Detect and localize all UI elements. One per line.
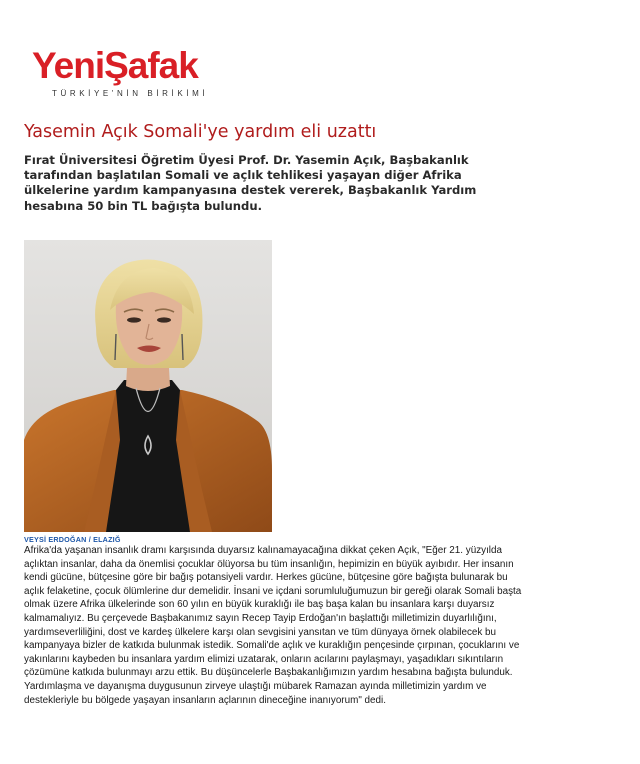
article-photo — [24, 240, 272, 532]
portrait-image — [24, 240, 272, 532]
article-spot: Fırat Üniversitesi Öğretim Üyesi Prof. Dr. Yasemin Açık, Başbakanlık tarafından başlatılan Somali ve açlık tehlikesi yaşayan diğer Afrika ülkelerine yardım kampanyasına destek vererek, Başbakanlık Yardım hesabına 50 bin TL bağışta bulundu. — [24, 153, 477, 213]
newspaper-slogan: TÜRKİYE'NİN BİRİKİMİ — [52, 89, 209, 98]
article-headline: Yasemin Açık Somali'ye yardım eli uzattı — [24, 122, 377, 142]
photo-credit: VEYSİ ERDOĞAN / ELAZIĞ — [24, 535, 121, 544]
newspaper-logo: YeniŞafak — [32, 45, 198, 86]
article-body: Afrika'da yaşanan insanlık dramı karşısında duyarsız kalınamayacağına dikkat çeken Açık, "Eğer 21. yüzyılda açlıktan insanlar, daha da önemlisi çocuklar ölüyorsa bu tüm insanlığın, hepimizin en büyük ayıbıdır. Her insanın kendi gücüne, bütçesine göre bir bağış potansiyeli vardır. Herkes gücüne, bütçesine göre bağışta bulunarak bu açlık felaketine, çocuk ölümlerine dur demelidir. İnsani ve içdani sorumluluğumuzun bir gereği olarak Somali başta olmak üzere Afrika ülkelerinde son 60 yılın en büyük kuraklığı ile baş başa kalan bu insanlara karşı duyarsız kalmamalıyız. Bu çerçevede Başbakanımız sayın Recep Tayip Erdoğan'ın başlattığı milletimizin duyarlılığını, yardımseverliliğini, dost ve kardeş ülkelere karşı olan sevgisini yansıtan ve tüm dünyaya örnek olabilecek bu kampanyaya bizler de katkıda bulunmak istedik. Somali'de açlık ve kuraklığın pençesinde çırpınan, çocuklarını ve yakınlarını kaybeden bu insanlara yardım elimizi uzatarak, onların acılarını paylaşmayı, yaşadıkları sıkıntıların çözümüne katkıda bulunmayı arzu ettik. Bu düşüncelerle Başbakanlığımızın yardım hesabına bağışta bulunduk. Yardımlaşma ve dayanışma duygusunun zirveye ulaştığı mübarek Ramazan ayında milletimizin yardım ve destekleriyle bu bölgede yaşayan insanların açlarının dineceğine inanıyorum" dedi. — [24, 545, 522, 706]
